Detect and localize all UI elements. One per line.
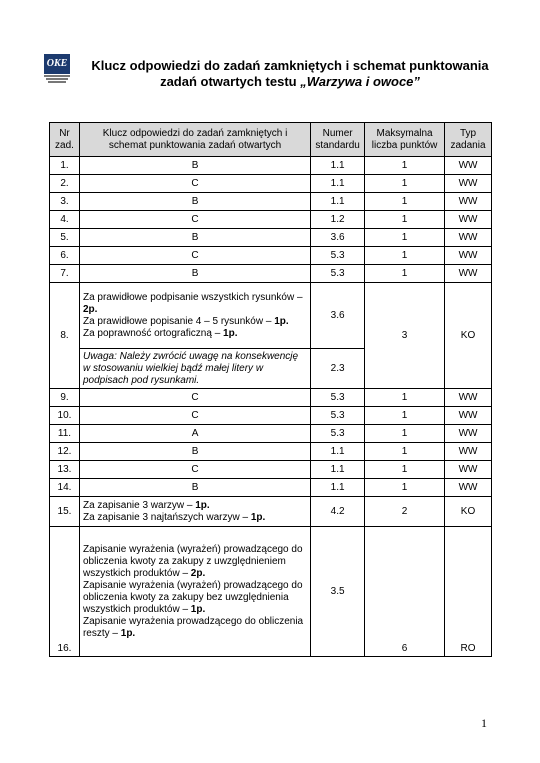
task-number: 3. (50, 193, 80, 211)
table-row (50, 247, 492, 265)
task-standard: 3.6 (311, 283, 365, 349)
task-16-criterion-2: Zapisanie wyrażenia (wyrażeń) prowadzącego do obliczenia kwoty za zakupy bez uwzględnienia wszystkich produktów – (82, 579, 303, 615)
table-header-row (50, 123, 492, 157)
task-answer: C (79, 175, 310, 193)
task-type: WW (445, 211, 492, 229)
table-row (50, 193, 492, 211)
task-number: 5. (50, 229, 80, 247)
task-type: WW (445, 193, 492, 211)
task-points: 1 (365, 157, 445, 175)
task-points: 1 (365, 389, 445, 407)
task-points: 1 (365, 443, 445, 461)
task-standard: 5.3 (311, 389, 365, 407)
answer-key-table (49, 122, 492, 657)
task-points: 1 (365, 175, 445, 193)
table-row (50, 175, 492, 193)
task-number: 7. (50, 265, 80, 283)
task-standard: 3.5 (311, 527, 365, 657)
task-answer: C (79, 389, 310, 407)
table-row (50, 443, 492, 461)
task-points: 1 (365, 407, 445, 425)
task-number: 14. (50, 479, 80, 497)
task-answer: B (79, 229, 310, 247)
logo-caption-line (44, 75, 70, 77)
table-row (50, 425, 492, 443)
task-type: WW (445, 425, 492, 443)
task-8-points-3: 1p. (223, 327, 238, 339)
task-number: 1. (50, 157, 80, 175)
task-type: WW (445, 247, 492, 265)
task-points: 1 (365, 247, 445, 265)
task-number: 8. (50, 283, 80, 389)
task-15-points-2: 1p. (250, 511, 266, 523)
task-16-criterion-1: Zapisanie wyrażenia (wyrażeń) prowadzącego do obliczenia kwoty za zakupy z uwzględnieniem wszystkich produktów – (82, 543, 303, 579)
task-type: WW (445, 157, 492, 175)
task-points: 3 (365, 283, 445, 389)
task-8-points-2: 1p. (274, 315, 289, 327)
task-standard: 1.1 (311, 443, 365, 461)
task-standard: 1.1 (311, 193, 365, 211)
task-points: 1 (365, 265, 445, 283)
table-row (50, 229, 492, 247)
task-8-criterion-3: Za poprawność ortograficzną – (82, 327, 224, 339)
task-number: 4. (50, 211, 80, 229)
task-type: KO (445, 497, 492, 527)
task-type: WW (445, 229, 492, 247)
task-standard: 5.3 (311, 265, 365, 283)
task-16-criterion-3: Zapisanie wyrażenia prowadzącego do obliczenia reszty – (82, 615, 304, 639)
task-standard: 3.6 (311, 229, 365, 247)
task-answer: C (79, 461, 310, 479)
page-title (80, 58, 500, 90)
logo-caption-line (46, 78, 68, 80)
task-16-points-3: 1p. (120, 627, 136, 639)
task-answer: B (79, 479, 310, 497)
header-typ: Typ zadania (445, 123, 492, 157)
task-points: 1 (365, 193, 445, 211)
task-points: 1 (365, 461, 445, 479)
task-8-note: Uwaga: Należy zwrócić uwagę na konsekwencję w stosowaniu wielkiej bądź małej litery w podpisach pod rysunkami. (79, 349, 310, 389)
table-row-task-15 (50, 497, 492, 527)
task-type: WW (445, 407, 492, 425)
logo-caption-line (48, 81, 66, 83)
task-answer: A (79, 425, 310, 443)
task-answer: B (79, 193, 310, 211)
task-8-criterion-1: Za prawidłowe podpisanie wszystkich rysunków – (82, 291, 303, 303)
task-number: 6. (50, 247, 80, 265)
task-standard: 1.1 (311, 479, 365, 497)
table-row (50, 461, 492, 479)
task-8-points-1: 2p. (82, 303, 98, 315)
header-maks: Maksymalna liczba punktów (365, 123, 445, 157)
task-points: 1 (365, 211, 445, 229)
task-standard: 5.3 (311, 407, 365, 425)
table-row-task-16 (50, 527, 492, 657)
task-8-criterion-2: Za prawidłowe popisanie 4 – 5 rysunków – (82, 315, 275, 327)
task-type: RO (445, 527, 492, 657)
task-16-scoring (79, 527, 310, 657)
task-standard: 2.3 (311, 349, 365, 389)
task-type: WW (445, 389, 492, 407)
table-row-task-8 (50, 283, 492, 349)
task-number: 10. (50, 407, 80, 425)
table-row (50, 479, 492, 497)
task-number: 13. (50, 461, 80, 479)
task-15-points-1: 1p. (195, 499, 210, 511)
task-answer: C (79, 247, 310, 265)
page-number: 1 (481, 716, 487, 730)
title-test-name: „Warzywa i owoce” (300, 74, 420, 89)
task-type: WW (445, 443, 492, 461)
task-points: 1 (365, 425, 445, 443)
task-number: 15. (50, 497, 80, 527)
task-15-criterion-2: Za zapisanie 3 najtańszych warzyw – (82, 511, 251, 523)
task-15-scoring (79, 497, 310, 527)
oke-logo (44, 54, 70, 90)
task-answer: B (79, 157, 310, 175)
task-standard: 5.3 (311, 425, 365, 443)
task-standard: 1.1 (311, 157, 365, 175)
task-standard: 1.1 (311, 461, 365, 479)
task-answer: B (79, 443, 310, 461)
header-numer: Numer standardu (311, 123, 365, 157)
task-16-points-1: 2p. (190, 567, 206, 579)
task-type: WW (445, 265, 492, 283)
task-standard: 4.2 (311, 497, 365, 527)
task-answer: B (79, 265, 310, 283)
table-row (50, 389, 492, 407)
task-points: 6 (365, 527, 445, 657)
task-standard: 5.3 (311, 247, 365, 265)
task-standard: 1.1 (311, 175, 365, 193)
task-type: WW (445, 461, 492, 479)
task-answer: C (79, 407, 310, 425)
header-nr: Nr zad. (50, 123, 80, 157)
table-row (50, 211, 492, 229)
task-points: 2 (365, 497, 445, 527)
task-number: 16. (50, 527, 80, 657)
task-16-points-2: 1p. (190, 603, 206, 615)
task-8-scoring (79, 283, 310, 349)
task-answer: C (79, 211, 310, 229)
header-klucz: Klucz odpowiedzi do zadań zamkniętych i schemat punktowania zadań otwartych (79, 123, 310, 157)
task-number: 11. (50, 425, 80, 443)
task-number: 2. (50, 175, 80, 193)
title-line-1: Klucz odpowiedzi do zadań zamkniętych i schemat punktowania (91, 58, 489, 73)
table-row (50, 407, 492, 425)
task-type: WW (445, 479, 492, 497)
table-row (50, 265, 492, 283)
task-type: KO (445, 283, 492, 389)
title-line-2-prefix: zadań otwartych testu (160, 74, 301, 89)
task-type: WW (445, 175, 492, 193)
task-points: 1 (365, 479, 445, 497)
task-standard: 1.2 (311, 211, 365, 229)
logo-mark: OKE (44, 54, 70, 74)
task-number: 12. (50, 443, 80, 461)
task-number: 9. (50, 389, 80, 407)
table-row (50, 157, 492, 175)
task-15-criterion-1: Za zapisanie 3 warzyw – (82, 499, 196, 511)
task-points: 1 (365, 229, 445, 247)
